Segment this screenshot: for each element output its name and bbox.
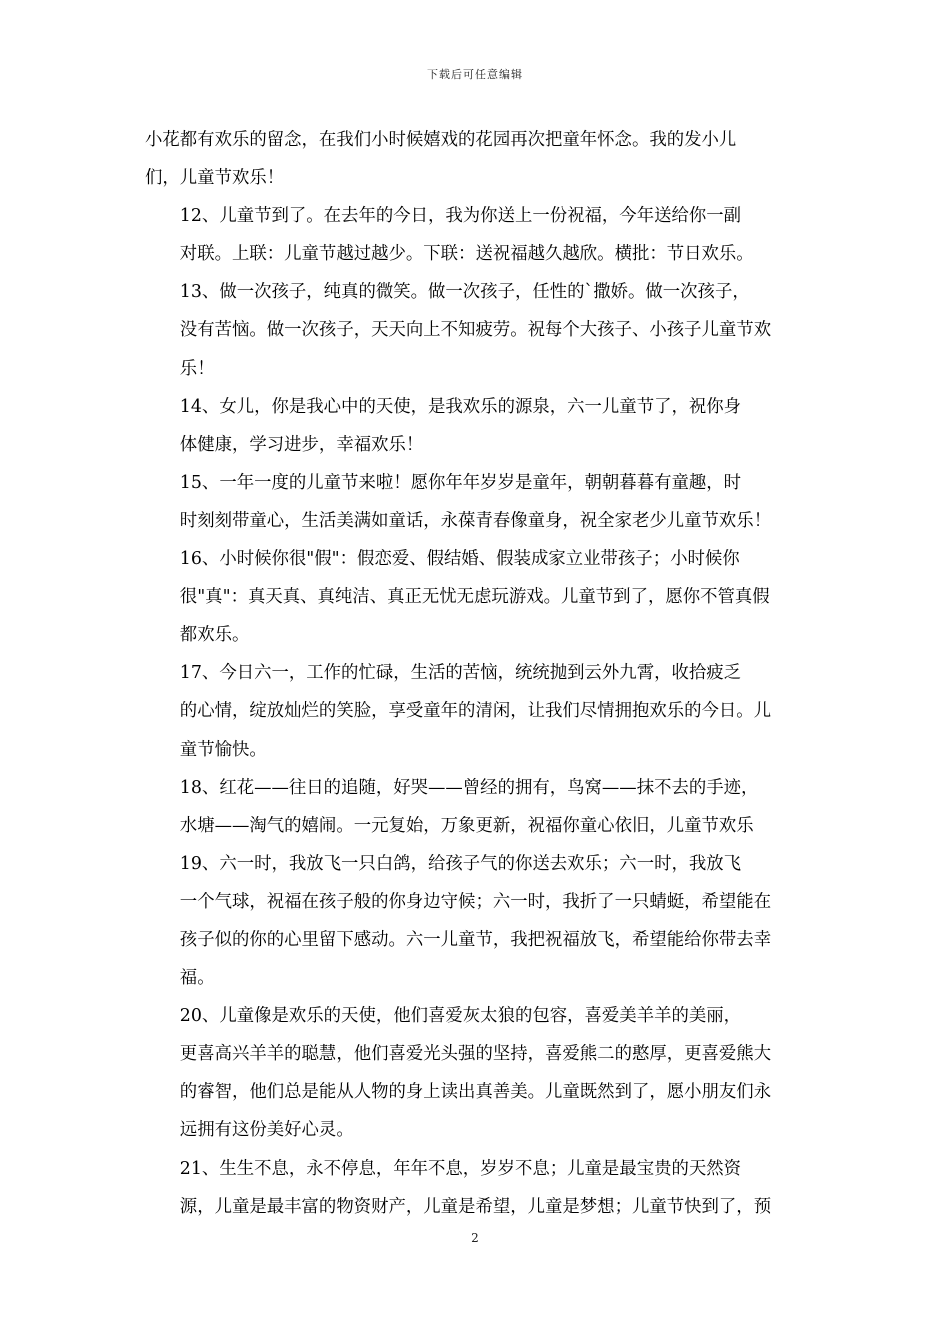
paragraph-15 — [145, 464, 811, 540]
text-line: 福。 — [179, 968, 215, 989]
paragraph-18 — [145, 769, 811, 845]
text-line: 17、今日六一，工作的忙碌，生活的苦恼，统统抛到云外九霄，收拾疲乏 — [179, 663, 742, 684]
text-line: 孩子似的你的心里留下感动。六一儿童节，我把祝福放飞，希望能给你带去幸 — [179, 929, 772, 950]
paragraph-21 — [145, 1150, 811, 1226]
paragraph-continued — [145, 121, 811, 197]
text-line: 们，儿童节欢乐！ — [145, 168, 285, 189]
text-line: 童节愉快。 — [179, 739, 267, 760]
paragraph-19 — [145, 845, 811, 997]
paragraph-12 — [145, 197, 811, 273]
text-line: 很"真"：真天真、真纯洁、真正无忧无虑玩游戏。儿童节到了，愿你不管真假 — [179, 587, 770, 608]
text-line: 小花都有欢乐的留念，在我们小时候嬉戏的花园再次把童年怀念。我的发小儿 — [145, 130, 737, 150]
document-body — [145, 121, 811, 1226]
text-line: 的睿智，他们总是能从人物的身上读出真善美。儿童既然到了，愿小朋友们永 — [179, 1082, 772, 1103]
text-line: 乐！ — [179, 358, 215, 379]
page-header: 下载后可任意编辑 — [427, 68, 523, 81]
paragraph-16 — [145, 540, 811, 654]
text-line: 21、生生不息，永不停息，年年不息，岁岁不息；儿童是最宝贵的天然资 — [179, 1158, 742, 1179]
text-line: 19、六一时，我放飞一只白鸽，给孩子气的你送去欢乐；六一时，我放飞 — [179, 853, 742, 874]
text-line: 18、红花——往日的追随，好哭——曾经的拥有，鸟窝——抹不去的手迹， — [179, 777, 759, 798]
page-number: 2 — [471, 1231, 479, 1245]
text-line: 一个气球，祝福在孩子般的你身边守候；六一时，我折了一只蜻蜓，希望能在 — [179, 891, 772, 912]
text-line: 都欢乐。 — [179, 625, 250, 646]
text-line: 16、小时候你很"假"：假恋爱、假结婚、假装成家立业带孩子；小时候你 — [179, 549, 740, 570]
text-line: 20、儿童像是欢乐的天使，他们喜爱灰太狼的包容，喜爱美羊羊的美丽， — [179, 1006, 742, 1027]
text-line: 14、女儿，你是我心中的天使，是我欢乐的源泉，六一儿童节了，祝你身 — [179, 396, 742, 417]
text-line: 远拥有这份美好心灵。 — [179, 1120, 354, 1141]
paragraph-14 — [145, 388, 811, 464]
text-line: 时刻刻带童心，生活美满如童话，永葆青春像童身，祝全家老少儿童节欢乐！ — [179, 510, 772, 531]
paragraph-20 — [145, 997, 811, 1149]
text-line: 源，儿童是最丰富的物资财产，儿童是希望，儿童是梦想；儿童节快到了，预 — [179, 1196, 772, 1217]
text-line: 12、儿童节到了。在去年的今日，我为你送上一份祝福，今年送给你一副 — [179, 206, 742, 227]
paragraph-17 — [145, 654, 811, 768]
text-line: 13、做一次孩子，纯真的微笑。做一次孩子，任性的`撒娇。做一次孩子， — [179, 282, 750, 303]
text-line: 没有苦恼。做一次孩子，天天向上不知疲劳。祝每个大孩子、小孩子儿童节欢 — [179, 320, 772, 341]
text-line: 对联。上联：儿童节越过越少。下联：送祝福越久越欣。横批：节日欢乐。 — [179, 244, 754, 265]
paragraph-13 — [145, 273, 811, 387]
text-line: 体健康，学习进步，幸福欢乐！ — [179, 434, 424, 455]
text-line: 15、一年一度的儿童节来啦！愿你年年岁岁是童年，朝朝暮暮有童趣，时 — [179, 472, 742, 493]
text-line: 的心情，绽放灿烂的笑脸，享受童年的清闲，让我们尽情拥抱欢乐的今日。儿 — [179, 701, 772, 722]
text-line: 更喜高兴羊羊的聪慧，他们喜爱光头强的坚持，喜爱熊二的憨厚，更喜爱熊大 — [179, 1044, 772, 1065]
text-line: 水塘——淘气的嬉闹。一元复始，万象更新，祝福你童心依旧，儿童节欢乐 — [179, 815, 754, 836]
